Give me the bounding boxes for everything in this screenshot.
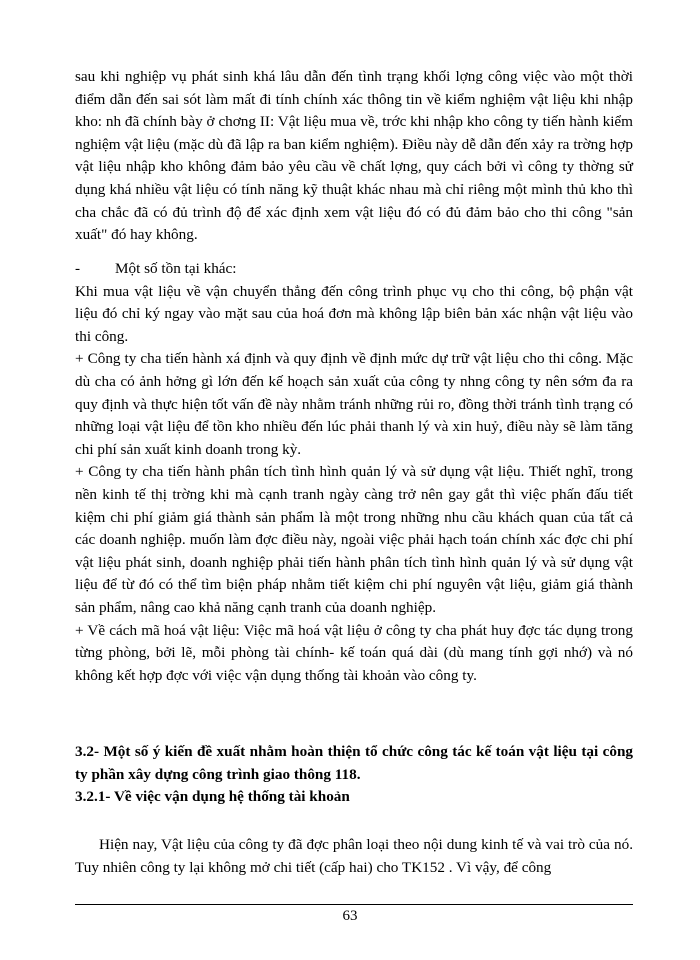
subsection-heading: 3.2.1- Về việc vận dụng hệ thống tài khoản	[75, 788, 350, 806]
paragraph-accounts: Hiện nay, Vật liệu của công ty đã đợc phân loại theo nội dung kinh tế và vai trò của nó. Tuy nhiên công ty lại không mở chi tiết (cấp hai) cho TK152 . Vì vậy, để công	[75, 836, 633, 876]
body-text-bottom	[75, 834, 633, 879]
bullet-item	[75, 258, 633, 281]
section-headings	[75, 741, 633, 809]
body-text-middle	[75, 258, 633, 687]
footer-rule	[75, 904, 633, 905]
bullet-text: Một số tồn tại khác:	[115, 260, 237, 277]
paragraph-analysis: + Công ty cha tiến hành phân tích tình hình quản lý và sử dụng vật liệu. Thiết nghĩ, trong nền kinh tế thị trờng khi mà cạnh tranh ngày càng trở nên gay gắt thì việc phấn đấu tiết kiệm chi phí giảm giá thành sản phẩm là một trong những nhu cầu khách quan của tất cả các doanh nghiệp. muốn làm đợc điều này, ngoài việc phải hạch toán chính xác đợc chi phí vật liệu phát sinh, doanh nghiệp phải tiến hành phân tích tình hình quản lý và sử dụng vật liệu để từ đó có thể tìm biện pháp nhằm tiết kiệm chi phí nguyên vật liệu, giảm giá thành sản phẩm, nâng cao khả năng cạnh tranh của doanh nghiệp.	[75, 463, 633, 616]
page-number: 63	[342, 908, 358, 924]
body-text-top	[75, 66, 633, 247]
paragraph-coding: + Về cách mã hoá vật liệu: Việc mã hoá vật liệu ở công ty cha phát huy đợc tác dụng trong từng phòng, bởi lẽ, mỗi phòng tài chính- kế toán quá dài (dù mang tính gợi nhớ) và nó không kết hợp đợc với việc vận dụng thống tài khoản vào công ty.	[75, 621, 633, 684]
paragraph-reserve: + Công ty cha tiến hành xá định và quy định về định mức dự trữ vật liệu cho thi công. Mặc dù cha có ảnh hởng gì lớn đến kế hoạch sản xuất của công ty nhng công ty nên sớm đa ra quy định và thực hiện tốt vấn đề này nhằm tránh những rủi ro, đồng thời tránh tình trạng có những loại vật liệu để tồn kho nhiều đến lúc phải thanh lý và xin huỷ, điều này sẽ làm tăng chi phí sản xuất kinh doanh trong kỳ.	[75, 350, 633, 458]
paragraph-purchase: Khi mua vật liệu về vận chuyển thẳng đến công trình phục vụ cho thi công, bộ phận vật liệu đó chỉ ký ngay vào mặt sau của hoá đơn mà không lập biên bản xác nhận vật liệu vào thi công.	[75, 282, 633, 345]
paragraph-continuation: sau khi nghiệp vụ phát sinh khá lâu dẫn đến tình trạng khối lợng công việc vào một thời điểm dẫn đến sai sót làm mất đi tính chính xác thông tin về kiểm nghiệm vật liệu khi nhập kho: nh đã chính bày ở chơng II: Vật liệu mua về, trớc khi nhập kho công ty tiến hành kiểm nghiệm vật liệu (mặc dù đã lập ra ban kiểm nghiệm). Điều này dễ dẫn đến xảy ra trờng hợp vật liệu nhập kho không đảm bảo yêu cầu về chất lợng, quy cách bởi vì công ty thờng sử dụng khá nhiều vật liệu có tính năng kỹ thuật khác nhau mà chỉ riêng một mình thủ kho thì cha chắc đã có đủ trình độ để xác định xem vật liệu đó có đủ đảm bảo cho thi công "sản xuất" đó hay không.	[75, 68, 633, 244]
bullet-dash: -	[75, 260, 81, 277]
section-heading: 3.2- Một số ý kiến đề xuất nhằm hoàn thiện tổ chức công tác kế toán vật liệu tại công ty phần xây dựng công trình giao thông 118.	[75, 743, 633, 783]
